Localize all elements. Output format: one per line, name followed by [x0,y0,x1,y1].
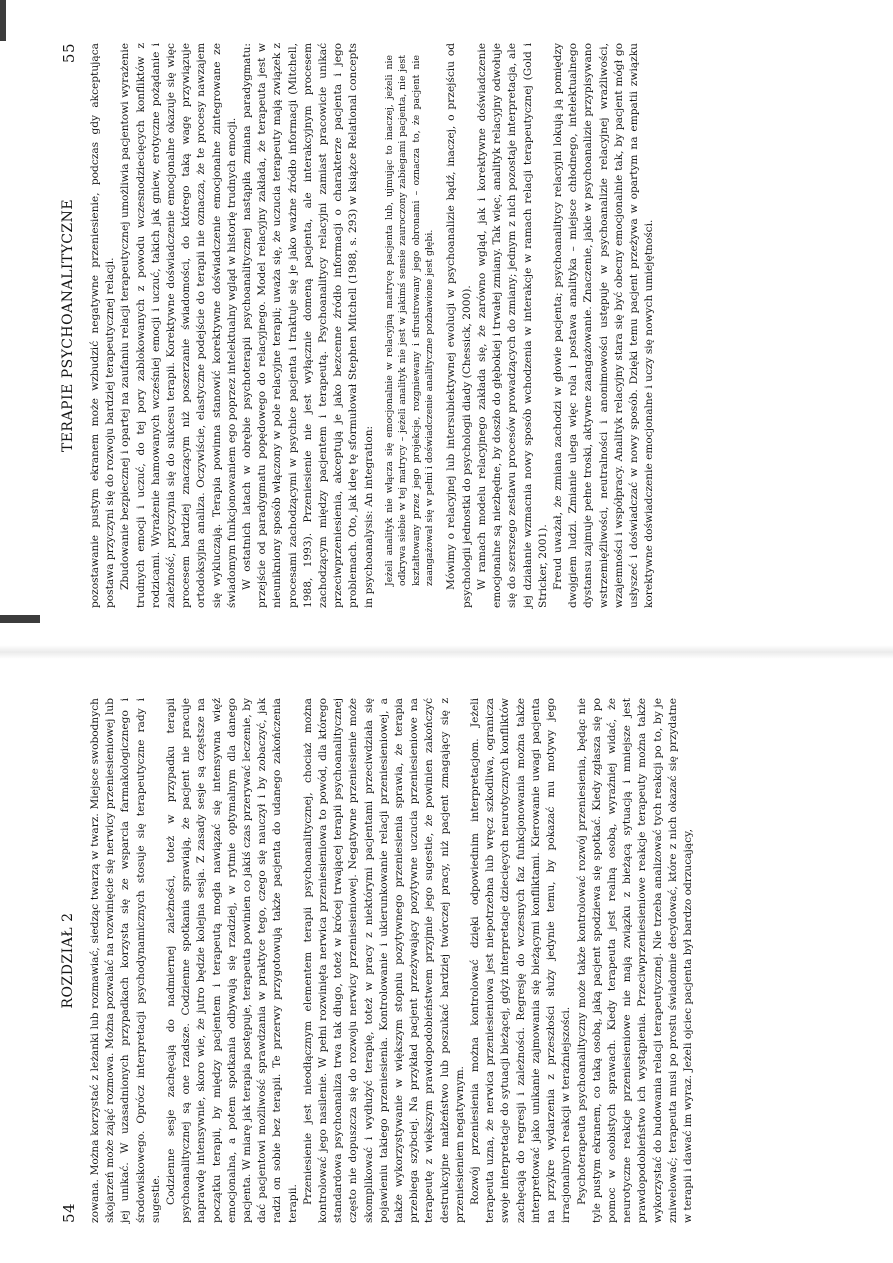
paragraph: zowana. Można korzystać z leżanki lub rozmawiać, siedząc twarzą w twarz. Miejsce swobodnych skojarzeń może zająć rozmowa. Można pozwalać na rozwinięcie się nerwicy przeniesieniowej lub jej unikać. W uzasadnionych przypadkach korzysta się ze wsparcia farmakologicznego i środowiskowego. Oprócz interpretacji psychodynamicznych stosuje się terapeutyczne rady i sugestie. [89,698,162,1223]
left-page-body [88,698,696,1223]
paragraph: Przeniesienie jest nieodłącznym elementem terapii psychoanalitycznej, chociaż można kontrolować jego nasilenie. W pełni rozwinięta nerwica przeniesieniowa to powód, dla którego standardowa psychoanaliza trwa tak długo, toteż w krócej trwającej terapii psychoanalitycznej często nie dopuszcza się do rozwoju nerwicy przeniesieniowej. Negatywne przeniesienie może skomplikować i wydłużyć terapię, toteż w pracy z niektórymi pacjentami przeciwdziała się pojawieniu takiego przeniesienia. Kontrolowanie i ukierunkowanie relacji przeniesieniowej, a także wykorzystywanie w większym stopniu pozytywnego przeniesienia sprawia, że terapia przebiega szybciej. Na przykład pacjent przeżywający pozytywne uczucia przeniesieniowe na terapeutę z większym prawdopodobieństwem przyjmie jego sugestie, że powinien zakończyć destrukcyjne małżeństwo lub poszukać bardziej twórczej pracy, niż pacjent zmagający się z przeniesieniem negatywnym. [301,698,466,1223]
right-page-number: 55 [60,43,78,64]
paragraph: W ramach modelu relacyjnego zakłada się, że zarówno wgląd, jak i korektywne doświadczenie emocjonalne są niezbędne, by doszło do głębokiej i trwałej zmiany. Tak więc, analityk relacyjny odwołuje się do szerszego zestawu procesów prowadzących do zmiany; jednym z nich pozostaje interpretacja, ale jej działanie wzmacnia nowy sposób wchodzenia w interakcje w ramach relacji terapeutycznej (Gold i Stricker, 2001). [475,43,549,608]
right-running-head [60,43,88,608]
paragraph: Freud uważał, że zmiana zachodzi w głowie pacjenta; psychoanalitycy relacyjni lokują ją pomiędzy dwojgiem ludzi. Zmianie ulega więc rola i postawa analityka – miejsce chłodnego, intelektualnego dystansu zajmuje pełne troski, aktywne zaangażowanie. Znaczenie, jakie w psychoanalizie przypisywano wstrzemięźliwości, neutralności i anonimowości ustępuje w psychoanalizie relacyjnej wrażliwości, wzajemności i współpracy. Analityk relacyjny stara się być obecny emocjonalnie tak, by pacjent mógł go usłyszeć i doświadczać w nowy sposób. Dzięki temu pacjent przeżywa w opartym na empatii związku korektywne doświadczenie emocjonalne i uczy się nowych umiejętności. [551,43,656,608]
left-chapter-title: ROZDZIAŁ 2 [60,912,76,1009]
scan-edge-mark [0,0,6,41]
quote-text: Jeżeli analityk nie włącza się emocjonalnie w relacyjną matrycę pacjenta lub, ujmując to inaczej, jeżeli nie odkrywa siebie w tej matrycy – jeżeli analityk nie jest w jakimś sensie zauroczony zabiegami pacjenta, nie jest kształtowany przez jego projekcje, rozgniewany i sfrustrowany jego obronami – oznacza to, że pacjent nie zaangażował się w pełni i doświadczenie analityczne pozbawione jest głębi. [383,55,436,586]
paragraph: Mówimy o relacyjnej lub intersubiektywnej ewolucji w psychoanalizie bądź, inaczej, o przejściu od psychologii jednostki do psychologii diady (Chessick, 2000). [445,43,473,608]
left-page [60,698,696,1223]
paragraph: Rozwój przeniesienia można kontrolować dzięki odpowiednim interpretacjom. Jeżeli terapeuta uzna, że nerwica przeniesieniowa jest niepotrzebna lub wręcz szkodliwa, ogranicza swoje interpretacje do sytuacji bieżącej, gdyż interpretacje dziecięcych neurotycznych konfliktów zachęcają do regresji i zależności. Regresję do wczesnych faz funkcjonowania można także interpretować jako unikanie zajmowania się bieżącymi konfliktami. Kierowanie uwagi pacjenta na przykre wydarzenia z przeszłości służy jedynie temu, by pokazać mu motywy jego irracjonalnych reakcji w teraźniejszości. [469,698,573,1223]
right-chapter-title: TERAPIE PSYCHOANALITYCZNE [60,198,76,453]
scan-edge-mark [0,615,40,623]
paragraph: W ostatnich latach w obrębie psychoterapii psychoanalitycznej nastąpiła zmiana paradygmatu: przejście od paradygmatu popędowego do relacyjnego. Model relacyjny zakłada, że terapeuta jest w nieunikniony sposób włączony w pole relacyjne terapii; uważa się, że uczucia terapeuty mają związek z procesami zachodzącymi w psychice pacjenta i traktuje się je jako ważne źródło informacji (Mitchell, 1988, 1993). Przeniesienie nie jest wyłącznie domeną pacjenta, ale interakcyjnym procesem zachodzącym między pacjentem i terapeutą. Psychoanalitycy relacyjni zamiast pracowicie unikać przeciwprzeniesienia, akceptują je jako bezcenne źródło informacji o charakterze pacjenta i jego problemach. Oto, jak ideę tę sformułował Stephen Mitchell (1988, s. 293) w książce Relational concepts in psychoanalysis: An integration: [241,43,375,608]
book-spine-shadow [0,645,893,659]
block-quote [383,55,437,586]
left-page-number: 54 [60,1202,78,1223]
paragraph: pozostawanie pustym ekranem może wzbudzić negatywne przeniesienie, podczas gdy akceptująca postawa przyczyni się do rozwoju bardziej terapeutycznej relacji. [89,43,117,608]
paragraph: Zbudowanie bezpiecznej i opartej na zaufaniu relacji terapeutycznej umożliwia pacjentowi wyrażenie trudnych emocji i uczuć, do tej pory zablokowanych z powodu wczesnodziecięcych konfliktów z rodzicami. Wyrażenie hamowanych wcześniej emocji i uczuć, takich jak gniew, erotyczne pożądanie i zależność, przyczynia się do sukcesu terapii. Korektywne doświadczenie emocjonalne okazuje się więc procesem bardziej znaczącym niż poszerzanie świadomości, do którego taką wagę przywiązuje ortodoksyjna analiza. Oczywiście, elastyczne podejście do terapii nie oznacza, że te procesy nawzajem się wykluczają. Terapia powinna stanowić korektywne doświadczenie emocjonalne zintegrowane ze świadomym funkcjonowaniem ego poprzez intelektualny wgląd w historię trudnych emocji. [119,43,238,608]
left-running-head [60,698,88,1223]
paragraph: Codzienne sesje zachęcają do nadmiernej zależności, toteż w przypadku terapii psychoanalitycznej są one rzadsze. Codzienne spotkania sprawiają, że pacjent nie pracuje naprawdę intensywnie, skoro wie, że jutro będzie kolejna sesja. Z zasady sesje są częstsze na początku terapii, by między pacjentem i terapeutą mogła nawiązać się intensywna więź emocjonalna, a potem spotkania odbywają się rzadziej, w rytmie optymalnym dla danego pacjenta. W miarę jak terapia postępuje, terapeuta powinien co jakiś czas przerywać leczenie, by dać pacjentowi możliwość sprawdzania w praktyce tego, czego się nauczył i by zobaczyć, jak radzi on sobie bez terapii. Te przerwy przygotowują także pacjenta do udanego zakończenia terapii. [165,698,299,1223]
right-page-body [88,43,657,608]
paragraph: Psychoterapeuta psychoanalityczny może także kontrolować rozwój przeniesienia, będąc nie tyle pustym ekranem, co taką osobą, jaką pacjent spodziewa się spotkać. Kiedy zgłasza się po pomoc w osobistych sprawach. Kiedy terapeuta jest realną osobą, wyraźniej widać, że neurotyczne reakcje przeniesieniowe nie mają związku z bieżącą sytuacją i mniejsze jest prawdopodobieństwo ich wystąpienia. Przeciwprzeniesieniowe reakcje terapeuty można także wykorzystać do budowania relacji terapeutycznej. Nie trzeba analizować tych reakcji po to, by je zniwelować; terapeuta musi po prostu świadomie decydować, które z nich okazać się przydatne w terapii i dawać im wyraz. Jeżeli ojciec pacjenta był bardzo odrzucający, [575,698,694,1223]
right-page [60,43,657,608]
